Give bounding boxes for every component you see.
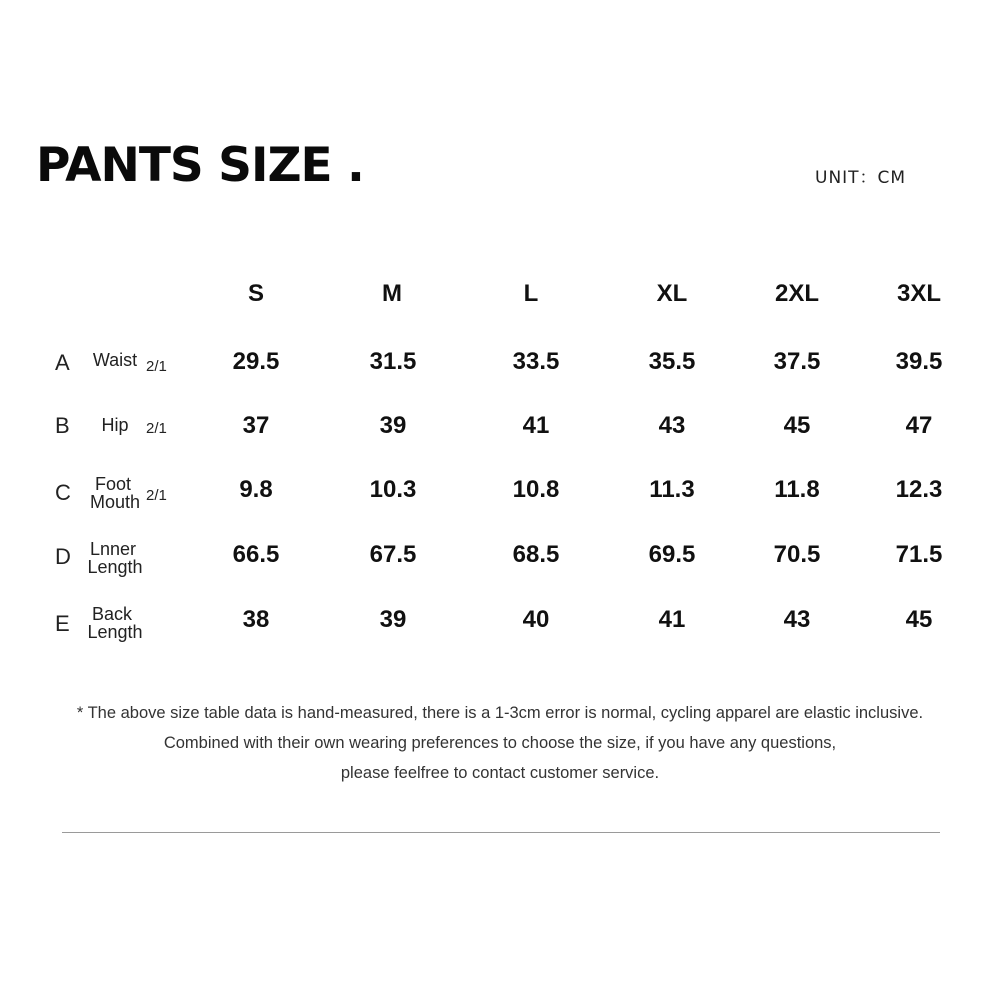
unit-label: UNIT：CM	[815, 168, 907, 188]
cell-back-length-3xl: 45	[905, 606, 933, 633]
cell-foot-mouth-s: 9.8	[239, 476, 273, 503]
row-label-waist: Waist	[92, 350, 138, 370]
cell-hip-m: 39	[379, 412, 407, 439]
row-label-hip: Hip	[101, 415, 129, 435]
cell-foot-mouth-2xl: 11.8	[774, 476, 820, 503]
divider	[62, 832, 940, 833]
note-line-1: * The above size table data is hand-measured, there is a 1-3cm error is normal, cycling apparel are elastic inclusive.	[76, 704, 924, 722]
cell-waist-3xl: 39.5	[895, 348, 943, 375]
cell-back-length-m: 39	[379, 606, 407, 633]
size-header-s: S	[247, 280, 264, 307]
row-fraction-hip: 2/1	[146, 420, 167, 437]
row-label-length-e: Length	[87, 622, 143, 642]
cell-hip-s: 37	[242, 412, 270, 439]
page-title: PANTS SIZE .	[36, 138, 364, 193]
cell-back-length-s: 38	[242, 606, 270, 633]
size-header-m: M	[382, 280, 402, 307]
cell-hip-3xl: 47	[905, 412, 933, 439]
row-label-length-d: Length	[87, 557, 143, 577]
cell-back-length-xl: 41	[658, 606, 686, 633]
row-label-foot: Foot	[94, 474, 132, 494]
row-letter-e: E	[55, 611, 70, 636]
cell-hip-xl: 43	[658, 412, 686, 439]
row-letter-c: C	[55, 480, 71, 505]
cell-lnner-length-2xl: 70.5	[773, 541, 821, 568]
cell-lnner-length-xl: 69.5	[648, 541, 696, 568]
cell-back-length-l: 40	[522, 606, 550, 633]
cell-back-length-2xl: 43	[783, 606, 811, 633]
cell-hip-l: 41	[522, 412, 550, 439]
cell-hip-2xl: 45	[783, 412, 811, 439]
cell-foot-mouth-l: 10.8	[512, 476, 560, 503]
cell-lnner-length-m: 67.5	[369, 541, 417, 568]
cell-waist-2xl: 37.5	[773, 348, 821, 375]
size-header-3xl: 3XL	[896, 280, 941, 307]
row-fraction-foot-mouth: 2/1	[146, 487, 167, 504]
cell-lnner-length-s: 66.5	[232, 541, 280, 568]
cell-foot-mouth-3xl: 12.3	[895, 476, 943, 503]
note-line-3: please feelfree to contact customer service.	[340, 764, 660, 782]
note-line-2: Combined with their own wearing preferences to choose the size, if you have any questions,	[163, 734, 837, 752]
cell-foot-mouth-xl: 11.3	[649, 476, 695, 503]
cell-foot-mouth-m: 10.3	[369, 476, 417, 503]
row-letter-d: D	[55, 544, 71, 569]
cell-waist-s: 29.5	[232, 348, 280, 375]
row-letter-a: A	[55, 350, 70, 375]
size-header-2xl: 2XL	[774, 280, 819, 307]
cell-lnner-length-3xl: 71.5	[895, 541, 943, 568]
cell-waist-l: 33.5	[512, 348, 560, 375]
size-header-l: L	[523, 280, 539, 307]
cell-waist-m: 31.5	[369, 348, 417, 375]
row-label-back: Back	[91, 604, 133, 624]
cell-lnner-length-l: 68.5	[512, 541, 560, 568]
cell-waist-xl: 35.5	[648, 348, 696, 375]
size-header-xl: XL	[656, 280, 688, 307]
row-fraction-waist: 2/1	[146, 358, 167, 375]
row-letter-b: B	[55, 413, 70, 438]
row-label-mouth: Mouth	[89, 492, 141, 512]
row-label-lnner: Lnner	[89, 539, 137, 559]
